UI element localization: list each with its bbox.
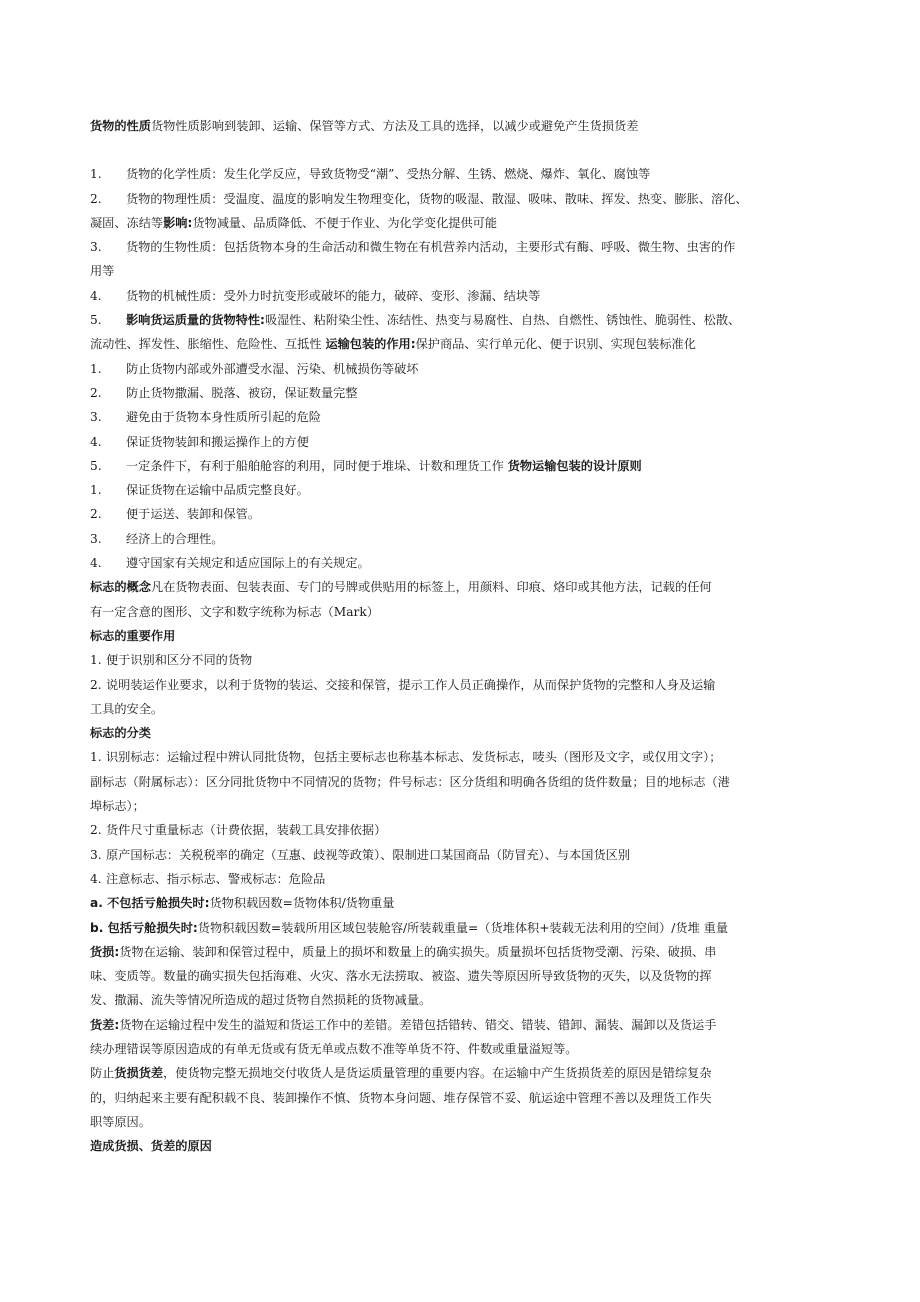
list-item: 2. 货物的物理性质：受温度、温度的影响发生物理变化，货物的吸湿、散湿、吸味、散味、挥发、热变、膨胀、溶化、 — [90, 191, 748, 206]
prevention-paragraph: 防止货损货差，使货物完整无损地交付收货人是货运质量管理的重要内容。在运输中产生货损货差的原因是错综复杂 — [90, 1066, 712, 1081]
damage-continuation: 发、撒漏、流失等情况所造成的超过货物自然损耗的货物减量。 — [90, 993, 432, 1008]
list-item-continuation: 用等 — [90, 264, 115, 279]
shortage-continuation: 续办理错误等原因造成的有单无货或有货无单或点数不准等单货不符、件数或重量溢短等。 — [90, 1041, 578, 1056]
stowage-factor-a: a. 不包括亏舱损失时:货物积载因数=货物体积/货物重量 — [90, 896, 395, 911]
list-item: 2. 说明装运作业要求，以利于货物的装运、交接和保管，提示工作人员正确操作，从而保护货物的完整和人身及运输 — [90, 677, 716, 692]
list-item: 1. 保证货物在运输中品质完整良好。 — [90, 483, 309, 498]
list-item: 4. 注意标志、指示标志、警戒标志：危险品 — [90, 871, 326, 886]
prevention-continuation: 的，归纳起来主要有配积载不良、装卸操作不慎、货物本身问题、堆存保管不妥、航运途中管理不善以及理货工作失 — [90, 1090, 712, 1105]
stowage-factor-b: b. 包括亏舱损失时:货物积载因数=装载所用区域包装舱容/所装载重量=（货堆体积+装载无法利用的空间）/货堆 重量 — [90, 920, 729, 935]
mark-types-heading: 标志的分类 — [90, 726, 151, 741]
list-item: 1. 货物的化学性质：发生化学反应，导致货物受“潮”、受热分解、生锈、燃烧、爆炸、氧化、腐蚀等 — [90, 167, 651, 182]
list-item: 1. 防止货物内部或外部遭受水湿、污染、机械损伤等破坏 — [90, 361, 419, 376]
list-item: 5. 影响货运质量的货物特性:吸湿性、粘附染尘性、冻结性、热变与易腐性、自热、自燃性、锈蚀性、脆弱性、松散、 — [90, 313, 741, 328]
mark-concept-heading: 标志的概念 — [90, 580, 151, 595]
intro-heading: 货物的性质 — [90, 119, 151, 133]
list-item: 3. 货物的生物性质：包括货物本身的生命活动和微生物在有机营养内活动，主要形式有酶、呼吸、微生物、虫害的作 — [90, 240, 736, 255]
list-item-continuation: 副标志（附属标志）：区分同批货物中不同情况的货物；件号标志：区分货组和明确各货组的货件数量；目的地标志（港 — [90, 774, 730, 789]
damage-paragraph: 货损:货物在运输、装卸和保管过程中，质量上的损坏和数量上的确实损失。质量损坏包括货物受潮、污染、破损、串 — [90, 944, 717, 959]
shortage-paragraph: 货差:货物在运输过程中发生的溢短和货运工作中的差错。差错包括错转、错交、错装、错卸、漏装、漏卸以及货运手 — [90, 1017, 717, 1032]
list-item: 1. 便于识别和区分不同的货物 — [90, 653, 253, 668]
intro-text: 货物性质影响到装卸、运输、保管等方式、方法及工具的选择，以减少或避免产生货损货差 — [150, 119, 639, 133]
intro-paragraph — [90, 114, 820, 138]
list-item-continuation: 凝固、冻结等影响:货物减量、品质降低、不便于作业、为化学变化提供可能 — [90, 215, 498, 230]
list-item: 4. 保证货物装卸和搬运操作上的方便 — [90, 434, 309, 449]
causes-heading: 造成货损、货差的原因 — [90, 1139, 212, 1154]
prevention-continuation: 职等原因。 — [90, 1114, 151, 1129]
list-item-continuation: 埠标志）； — [90, 799, 145, 814]
list-item: 3. 经济上的合理性。 — [90, 531, 224, 546]
list-item: 3. 避免由于货物本身性质所引起的危险 — [90, 410, 321, 425]
list-item-continuation: 流动性、挥发性、胀缩性、危险性、互抵性 运输包装的作用:保护商品、实行单元化、便于识别、实现包装标准化 — [90, 337, 696, 352]
list-item: 5. 一定条件下，有利于船舶舱容的利用，同时便于堆垛、计数和理货工作 货物运输包装的设计原则 — [90, 458, 642, 473]
mark-concept-continuation: 有一定含意的图形、文字和数字统称为标志（Mark） — [90, 604, 379, 619]
list-item: 2. 货件尺寸重量标志（计费依据，装载工具安排依据） — [90, 823, 387, 838]
list-item: 2. 便于运送、装卸和保管。 — [90, 507, 261, 522]
list-item-continuation: 工具的安全。 — [90, 701, 164, 716]
mark-concept-paragraph: 标志的概念凡在货物表面、包装表面、专门的号牌或供贴用的标签上，用颜料、印痕、烙印或其他方法，记载的任何 — [90, 580, 712, 595]
list-item: 4. 货物的机械性质：受外力时抗变形或破坏的能力，破碎、变形、渗漏、结块等 — [90, 288, 541, 303]
damage-continuation: 味、变质等。数量的确实损失包括海难、火灾、落水无法捞取、被盗、遗失等原因所导致货物的灭失，以及货物的挥 — [90, 969, 712, 984]
list-item: 4. 遵守国家有关规定和适应国际上的有关规定。 — [90, 556, 370, 571]
list-item: 2. 防止货物撒漏、脱落、被窃，保证数量完整 — [90, 385, 358, 400]
mark-role-heading: 标志的重要作用 — [90, 628, 176, 643]
list-item: 1. 识别标志：运输过程中辨认同批货物，包括主要标志也称基本标志、发货标志，唛头（图形及文字，或仅用文字）； — [90, 750, 722, 765]
document-page — [90, 114, 820, 1158]
list-item: 3. 原产国标志：关税税率的确定（互惠、歧视等政策）、限制进口某国商品（防冒充）、与本国货区别 — [90, 847, 631, 862]
